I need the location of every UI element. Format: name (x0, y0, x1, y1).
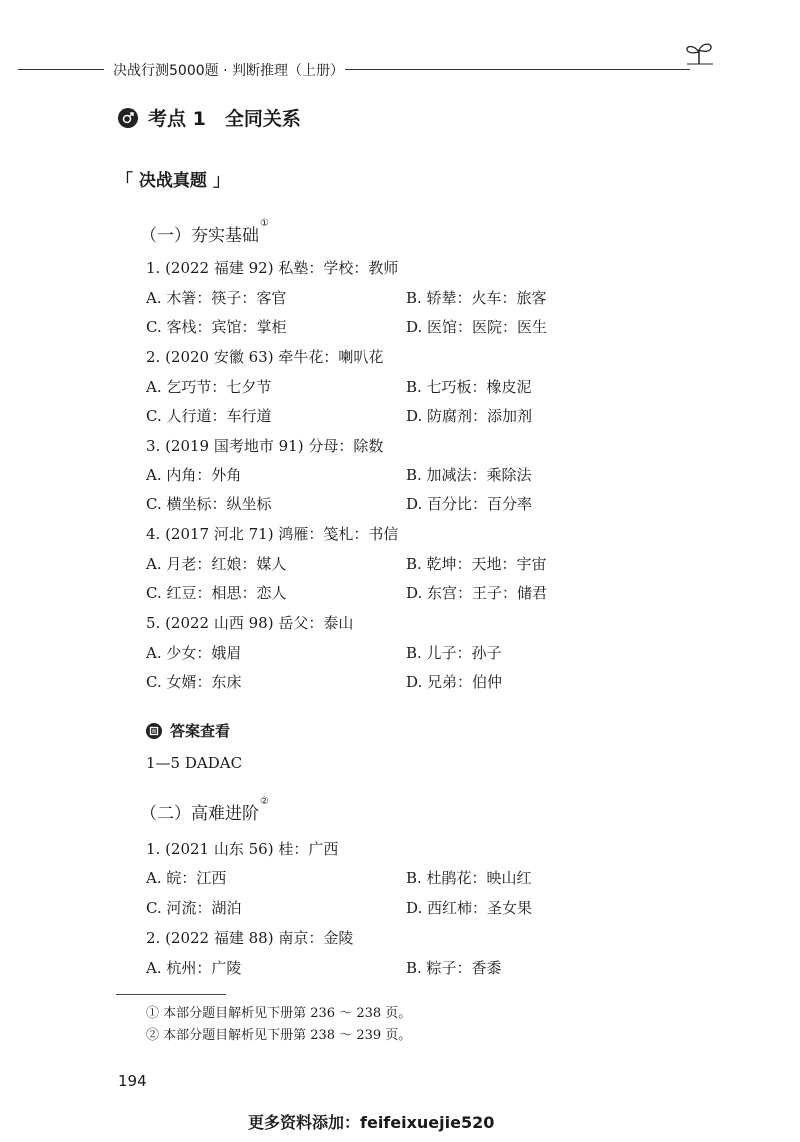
watermark-text: 更多资料添加：feifeixuejie520 (248, 1113, 495, 1132)
answers-value: 1—5 DADAC (146, 754, 243, 772)
option-c: C. 河流：湖泊 (146, 899, 242, 917)
question-stem: 4. (2017 河北 71) 鸿雁：笺札：书信 (146, 525, 399, 543)
subsection-title-text: （一）夯实基础 (140, 226, 259, 246)
question-stem: 2. (2020 安徽 63) 牵牛花：喇叭花 (146, 348, 384, 366)
option-d: D. 百分比：百分率 (406, 495, 533, 513)
option-a: A. 皖：江西 (146, 869, 227, 887)
footnote: ① 本部分题目解析见下册第 236 ～ 238 页。 (146, 1006, 412, 1021)
page-number: 194 (118, 1072, 147, 1090)
subsection-title-text: （二）高难进阶 (140, 804, 259, 824)
topic-title: 考点 1 全同关系 (148, 108, 301, 130)
option-d: D. 医馆：医院：医生 (406, 318, 548, 336)
option-a: A. 乞巧节：七夕节 (146, 378, 272, 396)
section-title: 「 决战真题 」 (116, 171, 230, 191)
answers-title: 答案查看 (170, 722, 231, 740)
option-c: C. 人行道：车行道 (146, 407, 272, 425)
header-rule-right (345, 69, 690, 70)
option-b: B. 轿辇：火车：旅客 (406, 289, 547, 307)
option-c: C. 女婿：东床 (146, 673, 242, 691)
option-b: B. 乾坤：天地：宇宙 (406, 555, 547, 573)
option-b: B. 加减法：乘除法 (406, 466, 532, 484)
question-stem: 3. (2019 国考地市 91) 分母：除数 (146, 437, 384, 455)
subsection-title (140, 796, 269, 824)
option-b: B. 儿子：孙子 (406, 644, 502, 662)
footnote: ② 本部分题目解析见下册第 238 ～ 239 页。 (146, 1028, 412, 1043)
option-a: A. 木箸：筷子：客官 (146, 289, 287, 307)
question-stem: 1. (2022 福建 92) 私塾：学校：教师 (146, 259, 399, 277)
answer-icon (146, 723, 162, 739)
topic-heading (118, 104, 301, 131)
option-b: B. 粽子：香黍 (406, 959, 502, 977)
option-d: D. 防腐剂：添加剂 (406, 407, 533, 425)
subsection-title (140, 218, 269, 246)
option-b: B. 杜鹃花：映山红 (406, 869, 532, 887)
option-d: D. 兄弟：伯仲 (406, 673, 503, 691)
header-rule-left (18, 69, 104, 70)
question-stem: 5. (2022 山西 98) 岳父：泰山 (146, 614, 354, 632)
option-c: C. 红豆：相思：恋人 (146, 584, 287, 602)
option-a: A. 月老：红娘：媒人 (146, 555, 287, 573)
answers-heading (146, 720, 230, 741)
option-b: B. 七巧板：橡皮泥 (406, 378, 532, 396)
option-c: C. 客栈：宾馆：掌柜 (146, 318, 287, 336)
option-d: D. 西红柿：圣女果 (406, 899, 533, 917)
question-stem: 2. (2022 福建 88) 南京：金陵 (146, 929, 354, 947)
option-d: D. 东宫：王子：储君 (406, 584, 548, 602)
option-a: A. 内角：外角 (146, 466, 242, 484)
header-title: 决战行测5000题 · 判断推理（上册） (113, 63, 344, 79)
target-icon (118, 108, 138, 128)
footnote-rule (116, 994, 226, 995)
option-c: C. 横坐标：纵坐标 (146, 495, 272, 513)
sprout-icon (683, 40, 715, 66)
question-stem: 1. (2021 山东 56) 桂：广西 (146, 840, 339, 858)
footnote-marker: ① (260, 218, 269, 229)
footnote-marker: ② (260, 796, 269, 807)
option-a: A. 少女：娥眉 (146, 644, 242, 662)
option-a: A. 杭州：广陵 (146, 959, 242, 977)
